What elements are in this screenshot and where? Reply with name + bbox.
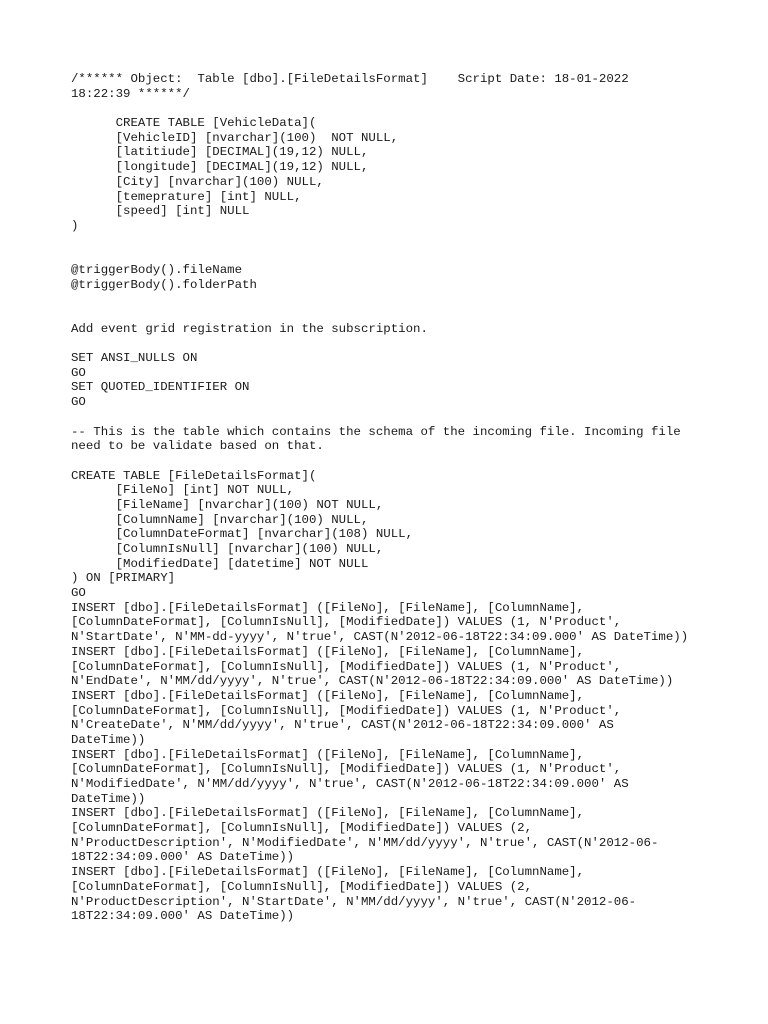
text-line: N'ProductDescription', N'ModifiedDate', N'MM/dd/yyyy', N'true', CAST(N'2012-06- — [71, 835, 659, 850]
text-line: [ColumnDateFormat] [nvarchar](108) NULL, — [71, 527, 414, 542]
text-line: [FileNo] [int] NOT NULL, — [71, 483, 295, 498]
text-line: INSERT [dbo].[FileDetailsFormat] ([FileNo], [FileName], [ColumnName], — [71, 806, 585, 821]
text-line: CREATE TABLE [VehicleData]( — [71, 116, 317, 131]
text-line: SET QUOTED_IDENTIFIER ON — [71, 380, 250, 395]
text-line: INSERT [dbo].[FileDetailsFormat] ([FileNo], [FileName], [ColumnName], — [71, 644, 585, 659]
sql-script-text — [71, 72, 688, 924]
text-line: @triggerBody().folderPath — [71, 277, 257, 292]
text-line: [ColumnDateFormat], [ColumnIsNull], [ModifiedDate]) VALUES (1, N'Product', — [71, 615, 622, 630]
text-line: GO — [71, 365, 86, 380]
text-line: @triggerBody().fileName — [71, 262, 243, 277]
text-line: [ColumnDateFormat], [ColumnIsNull], [ModifiedDate]) VALUES (1, N'Product', — [71, 703, 622, 718]
text-line: 18T22:34:09.000' AS DateTime)) — [71, 909, 295, 924]
text-line: ) ON [PRIMARY] — [71, 571, 176, 586]
text-line: -- This is the table which contains the schema of the incoming file. Incoming file — [71, 424, 681, 439]
text-line: DateTime)) — [71, 791, 146, 806]
text-line: INSERT [dbo].[FileDetailsFormat] ([FileNo], [FileName], [ColumnName], — [71, 747, 585, 762]
text-line — [71, 410, 688, 425]
text-line: [temeprature] [int] NULL, — [71, 189, 302, 204]
text-line: [ColumnDateFormat], [ColumnIsNull], [ModifiedDate]) VALUES (1, N'Product', — [71, 659, 622, 674]
text-line: [speed] [int] NULL — [71, 204, 250, 219]
text-line: CREATE TABLE [FileDetailsFormat]( — [71, 468, 317, 483]
text-line — [71, 454, 688, 469]
text-line: INSERT [dbo].[FileDetailsFormat] ([FileNo], [FileName], [ColumnName], — [71, 688, 585, 703]
text-line: N'EndDate', N'MM/dd/yyyy', N'true', CAST(N'2012-06-18T22:34:09.000' AS DateTime)) — [71, 674, 674, 689]
text-line — [71, 336, 688, 351]
text-line: [FileName] [nvarchar](100) NOT NULL, — [71, 497, 384, 512]
text-line: 18T22:34:09.000' AS DateTime)) — [71, 850, 295, 865]
text-line: ) — [71, 218, 79, 233]
text-line: GO — [71, 395, 86, 410]
text-line: INSERT [dbo].[FileDetailsFormat] ([FileNo], [FileName], [ColumnName], — [71, 600, 585, 615]
text-line: [ColumnDateFormat], [ColumnIsNull], [ModifiedDate]) VALUES (1, N'Product', — [71, 762, 622, 777]
text-line: [ModifiedDate] [datetime] NOT NULL — [71, 556, 369, 571]
text-line: /****** Object: Table [dbo].[FileDetailsFormat] Script Date: 18-01-2022 — [71, 72, 629, 86]
text-line: N'StartDate', N'MM-dd-yyyy', N'true', CAST(N'2012-06-18T22:34:09.000' AS DateTime)) — [71, 630, 689, 645]
text-line: N'ProductDescription', N'StartDate', N'MM/dd/yyyy', N'true', CAST(N'2012-06- — [71, 894, 637, 909]
text-line: N'CreateDate', N'MM/dd/yyyy', N'true', CAST(N'2012-06-18T22:34:09.000' AS — [71, 718, 614, 733]
text-line: 18:22:39 ******/ — [71, 86, 190, 101]
text-line: SET ANSI_NULLS ON — [71, 351, 198, 366]
text-line: [longitude] [DECIMAL](19,12) NULL, — [71, 160, 369, 175]
text-line — [71, 307, 688, 322]
text-line: INSERT [dbo].[FileDetailsFormat] ([FileNo], [FileName], [ColumnName], — [71, 865, 585, 880]
text-line: DateTime)) — [71, 732, 146, 747]
text-line: [ColumnName] [nvarchar](100) NULL, — [71, 512, 369, 527]
text-line — [71, 234, 688, 249]
text-line — [71, 101, 688, 116]
text-line — [71, 292, 688, 307]
text-line — [71, 248, 688, 263]
text-line: [City] [nvarchar](100) NULL, — [71, 174, 324, 189]
text-line: GO — [71, 586, 86, 601]
text-line: N'ModifiedDate', N'MM/dd/yyyy', N'true', CAST(N'2012-06-18T22:34:09.000' AS — [71, 777, 629, 791]
text-line: [ColumnIsNull] [nvarchar](100) NULL, — [71, 542, 384, 556]
text-line: [ColumnDateFormat], [ColumnIsNull], [ModifiedDate]) VALUES (2, — [71, 821, 533, 836]
text-line: Add event grid registration in the subscription. — [71, 321, 428, 336]
text-line: [VehicleID] [nvarchar](100) NOT NULL, — [71, 130, 399, 145]
text-line: [latitiude] [DECIMAL](19,12) NULL, — [71, 145, 369, 160]
text-line: [ColumnDateFormat], [ColumnIsNull], [ModifiedDate]) VALUES (2, — [71, 879, 533, 894]
text-line: need to be validate based on that. — [71, 439, 324, 454]
